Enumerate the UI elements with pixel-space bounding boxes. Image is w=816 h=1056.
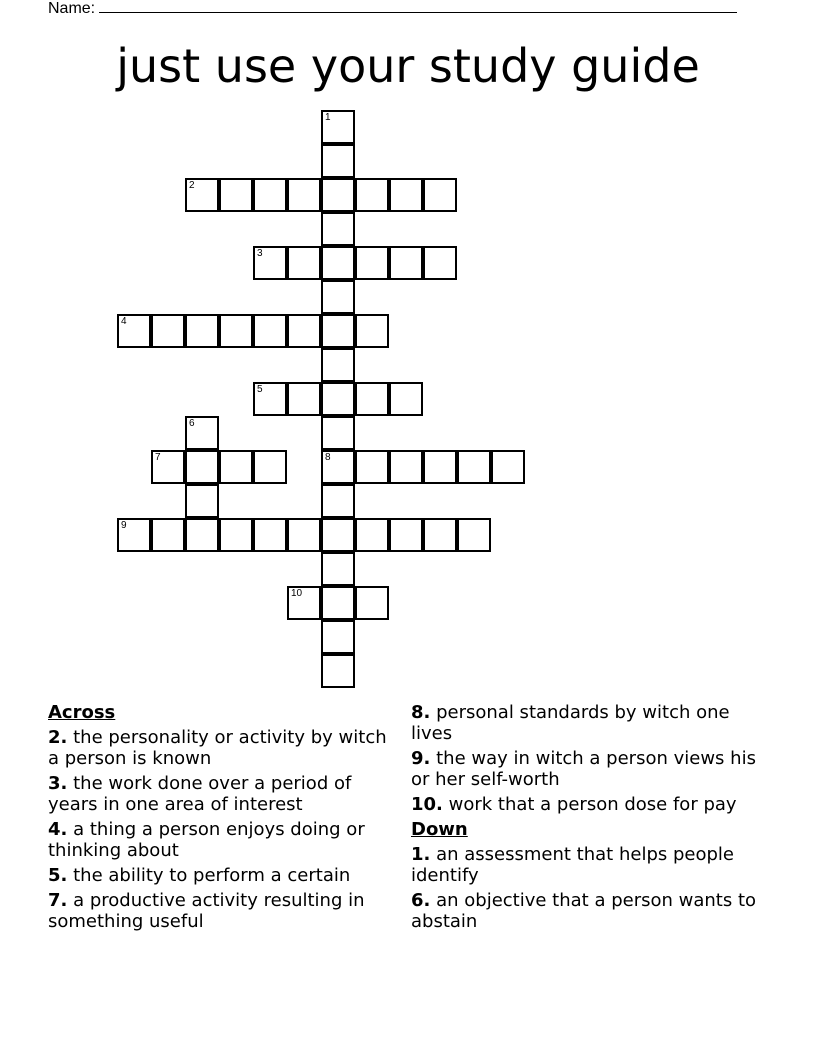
grid-cell[interactable] xyxy=(287,518,321,552)
grid-cell[interactable] xyxy=(185,178,219,212)
grid-cell[interactable] xyxy=(117,518,151,552)
clue-number: 7 xyxy=(155,452,161,463)
clue-number: 9 xyxy=(121,520,127,531)
grid-cell[interactable] xyxy=(423,246,457,280)
grid-cell[interactable] xyxy=(355,518,389,552)
grid-cell[interactable] xyxy=(457,518,491,552)
grid-cell[interactable] xyxy=(219,314,253,348)
grid-cell[interactable] xyxy=(287,178,321,212)
grid-cell[interactable] xyxy=(151,314,185,348)
grid-cell[interactable] xyxy=(185,416,219,450)
clue-across-8: 8. personal standards by witch one lives xyxy=(411,702,730,744)
grid-cell[interactable] xyxy=(355,314,389,348)
grid-cell[interactable] xyxy=(219,450,253,484)
grid-cell[interactable] xyxy=(321,552,355,586)
grid-cell[interactable] xyxy=(321,280,355,314)
grid-cell[interactable] xyxy=(117,314,151,348)
clue-number: 1 xyxy=(325,112,331,123)
grid-cell[interactable] xyxy=(321,518,355,552)
clue-across-7: 7. a productive activity resulting in something useful xyxy=(48,890,365,932)
grid-cell[interactable] xyxy=(151,518,185,552)
clue-across-3: 3. the work done over a period of years in one area of interest xyxy=(48,773,352,815)
grid-cell[interactable] xyxy=(321,178,355,212)
grid-cell[interactable] xyxy=(287,314,321,348)
clue-across-2: 2. the personality or activity by witch a person is known xyxy=(48,727,387,769)
grid-cell[interactable] xyxy=(253,382,287,416)
grid-cell[interactable] xyxy=(219,178,253,212)
grid-cell[interactable] xyxy=(287,246,321,280)
across-heading: Across xyxy=(48,702,116,723)
clue-across-10: 10. work that a person dose for pay xyxy=(411,794,737,815)
grid-cell[interactable] xyxy=(151,450,185,484)
grid-cell[interactable] xyxy=(185,484,219,518)
grid-cell[interactable] xyxy=(423,518,457,552)
grid-cell[interactable] xyxy=(321,620,355,654)
grid-cell[interactable] xyxy=(253,314,287,348)
grid-cell[interactable] xyxy=(287,586,321,620)
grid-cell[interactable] xyxy=(355,382,389,416)
grid-cell[interactable] xyxy=(389,382,423,416)
clue-down-6: 6. an objective that a person wants to abstain xyxy=(411,890,757,932)
clue-down-1: 1. an assessment that helps people identify xyxy=(411,844,734,886)
grid-cell[interactable] xyxy=(321,416,355,450)
grid-cell[interactable] xyxy=(321,314,355,348)
clue-number: 2 xyxy=(189,180,195,191)
grid-cell[interactable] xyxy=(253,450,287,484)
grid-cell[interactable] xyxy=(253,518,287,552)
grid-cell[interactable] xyxy=(321,450,355,484)
grid-cell[interactable] xyxy=(287,382,321,416)
grid-cell[interactable] xyxy=(389,450,423,484)
grid-cell[interactable] xyxy=(321,110,355,144)
grid-cell[interactable] xyxy=(321,246,355,280)
clue-number: 3 xyxy=(257,248,263,259)
clue-number: 10 xyxy=(291,588,303,599)
grid-cell[interactable] xyxy=(321,586,355,620)
grid-cell[interactable] xyxy=(253,246,287,280)
grid-cell[interactable] xyxy=(355,586,389,620)
grid-cell[interactable] xyxy=(321,212,355,246)
grid-cell[interactable] xyxy=(355,178,389,212)
grid-cell[interactable] xyxy=(185,450,219,484)
clue-across-9: 9. the way in witch a person views his or her self-worth xyxy=(411,748,756,790)
clue-across-5: 5. the ability to perform a certain xyxy=(48,865,351,886)
grid-cell[interactable] xyxy=(321,484,355,518)
grid-cell[interactable] xyxy=(321,144,355,178)
grid-cell[interactable] xyxy=(491,450,525,484)
grid-cell[interactable] xyxy=(219,518,253,552)
clue-number: 6 xyxy=(189,418,195,429)
grid-cell[interactable] xyxy=(355,450,389,484)
grid-cell[interactable] xyxy=(389,246,423,280)
grid-cell[interactable] xyxy=(185,518,219,552)
grid-cell[interactable] xyxy=(355,246,389,280)
clues-right-column xyxy=(411,702,771,936)
clue-across-4: 4. a thing a person enjoys doing or thinking about xyxy=(48,819,365,861)
clue-number: 5 xyxy=(257,384,263,395)
grid-cell[interactable] xyxy=(321,348,355,382)
grid-cell[interactable] xyxy=(321,654,355,688)
clue-number: 4 xyxy=(121,316,127,327)
grid-cell[interactable] xyxy=(321,382,355,416)
clue-number: 8 xyxy=(325,452,331,463)
grid-cell[interactable] xyxy=(185,314,219,348)
grid-cell[interactable] xyxy=(253,178,287,212)
grid-cell[interactable] xyxy=(423,450,457,484)
name-label: Name: xyxy=(48,0,96,17)
grid-cell[interactable] xyxy=(423,178,457,212)
page-title: just use your study guide xyxy=(116,39,700,93)
grid-cell[interactable] xyxy=(389,518,423,552)
down-heading: Down xyxy=(411,819,468,840)
clues-left-column xyxy=(48,702,398,936)
grid-cell[interactable] xyxy=(389,178,423,212)
grid-cell[interactable] xyxy=(457,450,491,484)
